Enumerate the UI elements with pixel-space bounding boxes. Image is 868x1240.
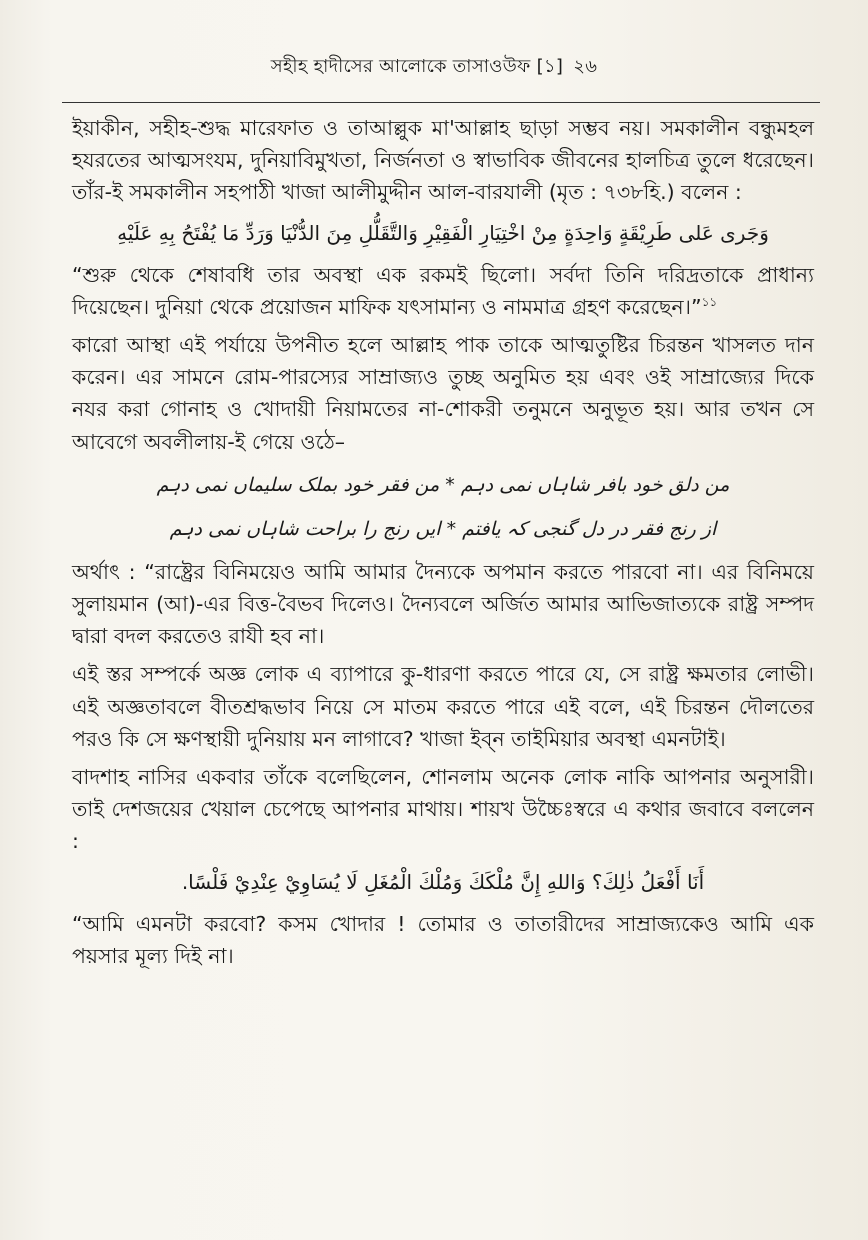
paragraph-7: “আমি এমনটা করবো? কসম খোদার ! তোমার ও তাতারীদের সাম্রাজ্যকেও আমি এক পয়সার মূল্য দিই না। xyxy=(72,911,814,968)
paragraph-6: বাদশাহ নাসির একবার তাঁকে বলেছিলেন, শোনলাম অনেক লোক নাকি আপনার অনুসারী। তাই দেশজয়ের খেয়াল চেপেছে আপনার মাথায়। শায়খ উচ্চৈঃস্বরে এ কথার জবাবে বললেন : xyxy=(72,765,814,854)
page-body xyxy=(72,112,814,978)
arabic-quote-2: أَنَا أَفْعَلُ ذٰلِكَ؟ وَاللهِ إِنَّ مُلْكَكَ وَمُلْكَ الْمُغَلِ لَا يُسَاوِيْ عِنْدِيْ فَلْسًا. xyxy=(181,869,705,894)
arabic-quote-1: وَجَرى عَلى طَرِيْقَةٍ وَاحِدَةٍ مِنْ اخْتِيَارِ الْفَقِيْرِ وَالتَّقَلُّلِ مِنَ الدُّنْيَا وَرَدِّ مَا يُفْتَحُ بِهِ عَلَيْهِ xyxy=(117,220,769,245)
paragraph-5: এই স্তর সম্পর্কে অজ্ঞ লোক এ ব্যাপারে কু-ধারণা করতে পারে যে, সে রাষ্ট্র ক্ষমতার লোভী। এই অজ্ঞতাবলে বীতশ্রদ্ধভাব নিয়ে সে মাতম করতে পারে এই বলে, এই চিরন্তন দৌলতের পরও কি সে ক্ষণস্থায়ী দুনিয়ায় মন লাগাবে? খাজা ইব্ন তাইমিয়ার অবস্থা এমনটাই। xyxy=(72,662,814,751)
paragraph-3: কারো আস্থা এই পর্যায়ে উপনীত হলে আল্লাহ পাক তাকে আত্মতুষ্টির চিরন্তন খাসলত দান করেন। এর সামনে রোম-পারস্যের সাম্রাজ্যও তুচ্ছ অনুমিত হয় এবং ওই সাম্রাজ্যের দিকে নযর করা গোনাহ ও খোদায়ী নিয়ামতের না-শোকরী তনুমনে অনুভূত হয়। আর তখন সে আবেগে অবলীলায়-ই গেয়ে ওঠে– xyxy=(72,333,814,454)
paragraph-2-text: “শুরু থেকে শেষাবধি তার অবস্থা এক রকমই ছিলো। সর্বদা তিনি দরিদ্রতাকে প্রাধান্য দিয়েছেন। দুনিয়া থেকে প্রয়োজন মাফিক যৎসামান্য ও নামমাত্র গ্রহণ করেছেন।” xyxy=(72,262,814,319)
page-number: ২৬ xyxy=(573,56,598,77)
persian-verse-2: از رنج فقر در دل گنجی کہ یافتم * ایں رنج را براحت شاہاں نمی دہم xyxy=(169,517,717,540)
paragraph-1: ইয়াকীন, সহীহ-শুদ্ধ মারেফাত ও তাআল্লুক মা'আল্লাহ ছাড়া সম্ভব নয়। সমকালীন বন্ধুমহল হযরতের আত্মসংযম, দুনিয়াবিমুখতা, নির্জনতা ও স্বাভাবিক জীবনের হালচিত্র তুলে ধরেছেন। তাঁর-ই সমকালীন সহপাঠী খাজা আলীমুদ্দীন আল-বারযালী (মৃত : ৭৩৮হি.) বলেন : xyxy=(72,116,814,205)
persian-verse-1: من دلق خود بافر شاہاں نمی دہم * من فقر خود بملک سلیماں نمی دہم xyxy=(156,473,730,496)
paragraph-2 xyxy=(72,259,814,323)
footnote-marker: ১১ xyxy=(701,294,718,309)
paragraph-4: অর্থাৎ : “রাষ্ট্রের বিনিময়েও আমি আমার দৈন্যকে অপমান করতে পারবো না। এর বিনিময়ে সুলায়মান (আ)-এর বিত্ত-বৈভব দিলেও। দৈন্যবলে অর্জিত আমার আভিজাত্যকে রাষ্ট্র সম্পদ দ্বারা বদল করতেও রাযী হব না। xyxy=(72,559,814,649)
header-title: সহীহ হাদীসের আলোকে তাসাওউফ [১] xyxy=(270,56,564,77)
header-divider xyxy=(62,102,820,103)
running-header xyxy=(0,52,868,83)
